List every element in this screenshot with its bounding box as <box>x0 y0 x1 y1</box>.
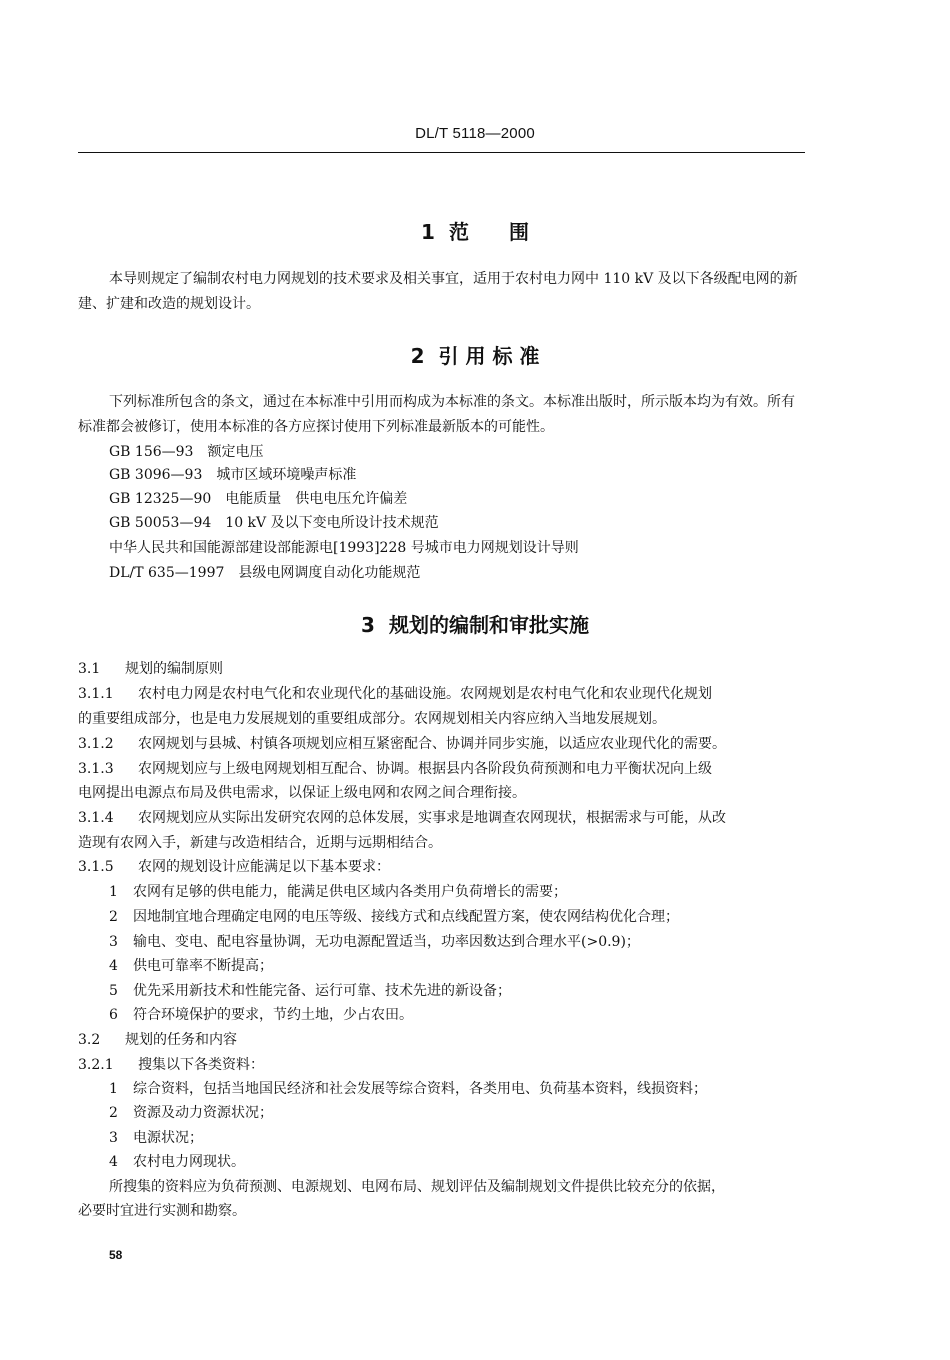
reference-code: GB 3096—93 <box>109 467 203 483</box>
clause-number: 3.1.1 <box>78 686 114 702</box>
reference-item <box>109 463 356 487</box>
clause-3-1-3 <box>78 757 712 781</box>
header-rule <box>78 152 805 153</box>
clause-continuation: 造现有农网入手，新建与改造相结合，近期与远期相结合。 <box>78 835 442 851</box>
page-number: 58 <box>109 1248 123 1262</box>
list-item-index: 3 <box>109 1130 118 1146</box>
list-item-index: 1 <box>109 884 118 900</box>
section-2-number: 2 <box>410 344 425 368</box>
list-item-index: 5 <box>109 983 118 999</box>
clause-text: 农网规划与县城、村镇各项规划应相互紧密配合、协调并同步实施，以适应农业现代化的需要。 <box>138 736 726 752</box>
list-item <box>109 1003 413 1027</box>
list-item <box>109 1077 707 1101</box>
reference-code: GB 12325—90 <box>109 491 212 507</box>
clause-3-1-5 <box>78 855 390 879</box>
clause-continuation: 的重要组成部分，也是电力发展规划的重要组成部分。农网规划相关内容应纳入当地发展规划。 <box>78 711 666 727</box>
list-item <box>109 1101 273 1125</box>
reference-title: 县级电网调度自动化功能规范 <box>238 565 421 581</box>
reference-title: 城市区域环境噪声标准 <box>216 467 357 483</box>
list-item <box>109 954 273 978</box>
clause-number: 3.1.3 <box>78 761 114 777</box>
clause-number: 3.1 <box>78 661 101 677</box>
list-item-index: 1 <box>109 1081 118 1097</box>
list-item <box>109 1126 203 1150</box>
list-item-text: 电源状况； <box>133 1130 203 1146</box>
section-1-title: 范 围 <box>448 220 529 244</box>
list-item <box>109 1150 245 1174</box>
clause-3-2 <box>78 1028 237 1052</box>
reference-item <box>109 536 579 560</box>
clause-text: 农网规划应与上级电网规划相互配合、协调。根据县内各阶段负荷预测和电力平衡状况向上级 <box>138 761 712 777</box>
clause-title: 规划的任务和内容 <box>125 1032 237 1048</box>
list-item-index: 4 <box>109 1154 118 1170</box>
list-item-text: 符合环境保护的要求，节约土地，少占农田。 <box>133 1007 413 1023</box>
list-item-text: 因地制宜地合理确定电网的电压等级、接线方式和点线配置方案，使农网结构优化合理； <box>133 909 679 925</box>
list-item-text: 综合资料，包括当地国民经济和社会发展等综合资料，各类用电、负荷基本资料，线损资料； <box>133 1081 707 1097</box>
clause-title: 规划的编制原则 <box>125 661 223 677</box>
clause-text: 农网的规划设计应能满足以下基本要求： <box>138 859 390 875</box>
reference-title: 中华人民共和国能源部建设部能源电[1993]228 号城市电力网规划设计导则 <box>109 540 579 556</box>
list-item-index: 2 <box>109 909 118 925</box>
reference-item <box>109 487 407 511</box>
section-1-heading <box>0 216 950 245</box>
list-item <box>109 880 567 904</box>
clause-3-1-4 <box>78 806 726 830</box>
standard-code-header: DL/T 5118—2000 <box>415 125 535 142</box>
clause-text: 农村电力网是农村电气化和农业现代化的基础设施。农网规划是农村电气化和农业现代化规划 <box>138 686 712 702</box>
reference-code: GB 156—93 <box>109 444 194 460</box>
section-2-heading <box>0 340 950 369</box>
reference-item <box>109 511 439 535</box>
section-1-number: 1 <box>421 220 435 244</box>
reference-item <box>109 561 420 585</box>
reference-code: DL/T 635—1997 <box>109 565 225 581</box>
clause-number: 3.2.1 <box>78 1057 114 1073</box>
list-item-text: 资源及动力资源状况； <box>133 1105 273 1121</box>
clause-3-2-1 <box>78 1053 264 1077</box>
list-item-text: 优先采用新技术和性能完备、运行可靠、技术先进的新设备； <box>133 983 511 999</box>
list-item-text: 农网有足够的供电能力，能满足供电区域内各类用户负荷增长的需要； <box>133 884 567 900</box>
reference-code: GB 50053—94 <box>109 515 212 531</box>
clause-text: 搜集以下各类资料： <box>138 1057 264 1073</box>
list-item <box>109 930 640 954</box>
clause-number: 3.2 <box>78 1032 101 1048</box>
clause-number: 3.1.5 <box>78 859 114 875</box>
reference-title: 电能质量 供电电压允许偏差 <box>225 491 408 507</box>
list-item <box>109 905 679 929</box>
section-2-title: 引 用 标 准 <box>438 344 540 368</box>
section-3-number: 3 <box>361 613 375 637</box>
clause-text: 农网规划应从实际出发研究农网的总体发展，实事求是地调查农网现状，根据需求与可能，从改 <box>138 810 726 826</box>
section-3-title: 规划的编制和审批实施 <box>388 613 589 637</box>
clause-3-1-2 <box>78 732 726 756</box>
closing-paragraph-line: 必要时宜进行实测和勘察。 <box>78 1203 246 1219</box>
closing-paragraph-line: 所搜集的资料应为负荷预测、电源规划、电网布局、规划评估及编制规划文件提供比较充分的依据， <box>109 1179 725 1195</box>
clause-continuation: 电网提出电源点布局及供电需求，以保证上级电网和农网之间合理衔接。 <box>78 785 526 801</box>
list-item-text: 供电可靠率不断提高； <box>133 958 273 974</box>
clause-number: 3.1.2 <box>78 736 114 752</box>
reference-title: 10 kV 及以下变电所设计技术规范 <box>225 515 439 531</box>
section-3-heading <box>0 609 950 638</box>
list-item-index: 2 <box>109 1105 118 1121</box>
list-item-text: 农村电力网现状。 <box>133 1154 245 1170</box>
list-item-text: 输电、变电、配电容量协调，无功电源配置适当，功率因数达到合理水平(>0.9)； <box>133 934 640 950</box>
reference-title: 额定电压 <box>207 444 264 460</box>
list-item <box>109 979 511 1003</box>
clause-3-1 <box>78 657 223 681</box>
list-item-index: 3 <box>109 934 118 950</box>
section-1-paragraph: 本导则规定了编制农村电力网规划的技术要求及相关事宜，适用于农村电力网中 110 kV 及以下各级配电网的新建、扩建和改造的规划设计。 <box>78 271 798 312</box>
clause-number: 3.1.4 <box>78 810 114 826</box>
clause-3-1-1 <box>78 682 712 706</box>
list-item-index: 6 <box>109 1007 118 1023</box>
list-item-index: 4 <box>109 958 118 974</box>
section-2-paragraph: 下列标准所包含的条文，通过在本标准中引用而构成为本标准的条文。本标准出版时，所示版本均为有效。所有标准都会被修订，使用本标准的各方应探讨使用下列标准最新版本的可能性。 <box>78 394 795 435</box>
reference-item <box>109 440 263 464</box>
